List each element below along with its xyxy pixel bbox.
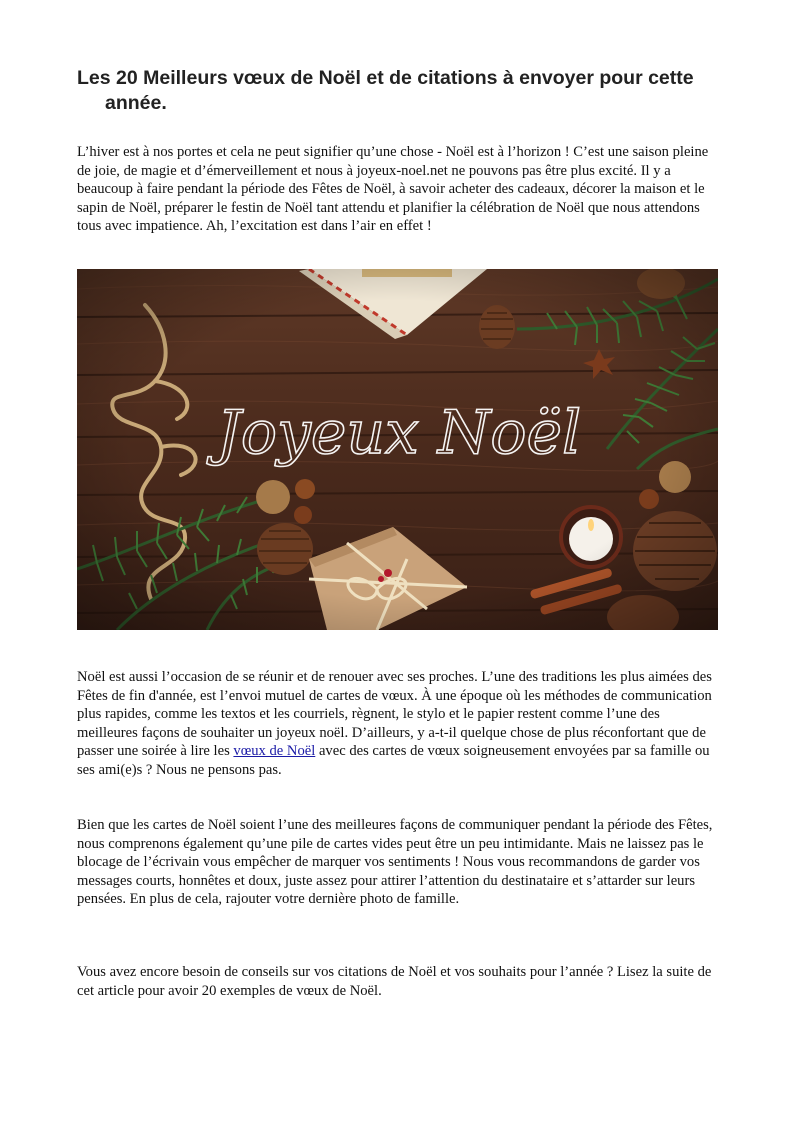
article-title: Les 20 Meilleurs vœux de Noël et de citations à envoyer pour cette année. <box>77 67 694 114</box>
paragraph-cards <box>77 668 722 780</box>
intro-paragraph: L’hiver est à nos portes et cela ne peut signifier qu’une chose - Noël est à l’horizon ! C’est une saison pleine de joie, de magie et d’émerveillement et nous à joyeux-noel.net ne pouvons pas être plus excité. Il y a beaucoup à faire pendant la période des Fêtes de Noël, à savoir acheter des cadeaux, décorer la maison et le sapin de Noël, préparer le festin de Noël tant attendu et planifier la célébration de Noël que nous attendons tous avec impatience. Ah, l’excitation est dans l’air en effet ! <box>77 144 709 235</box>
paragraph-cards-text-after: avec des cartes de vœux soigneusement envoyées par sa famille ou ses ami(e)s ? Nous ne pensons pas. <box>77 743 710 778</box>
christmas-photo <box>77 269 718 630</box>
voeux-de-noel-link[interactable]: vœux de Noël <box>233 743 316 760</box>
paragraph-writing-tips: Bien que les cartes de Noël soient l’une des meilleures façons de communiquer pendant la période des Fêtes, nous comprenons également qu’une pile de cartes vides peut être un peu intimidante. Mais ne laissez pas le blocage de l’écrivain vous empêcher de marquer vos sentiments ! Nous vous recommandons de garder vos messages courts, honnêtes et doux, juste assez pour attirer l’attention du destinataire et s’attarder sur leurs pensées. En plus de cela, rajouter votre dernière photo de famille. <box>77 817 713 908</box>
paragraph-conclusion: Vous avez encore besoin de conseils sur vos citations de Noël et vos souhaits pour l’année ? Lisez la suite de cet article pour avoir 20 exemples de vœux de Noël. <box>77 964 712 999</box>
paragraph-cards-text-before: Noël est aussi l’occasion de se réunir et de renouer avec ses proches. L’une des traditions les plus aimées des Fêtes de fin d'année, est l’envoi mutuel de cartes de vœux. À une époque où les méthodes de communication plus rapides, comme les textos et les courriels, règnent, le stylo et le papier restent comme l’une des meilleures façons de souhaiter un joyeux noël. D’ailleurs, y a-t-il quelque chose de plus réconfortant que de passer une soirée à lire les <box>77 669 712 760</box>
